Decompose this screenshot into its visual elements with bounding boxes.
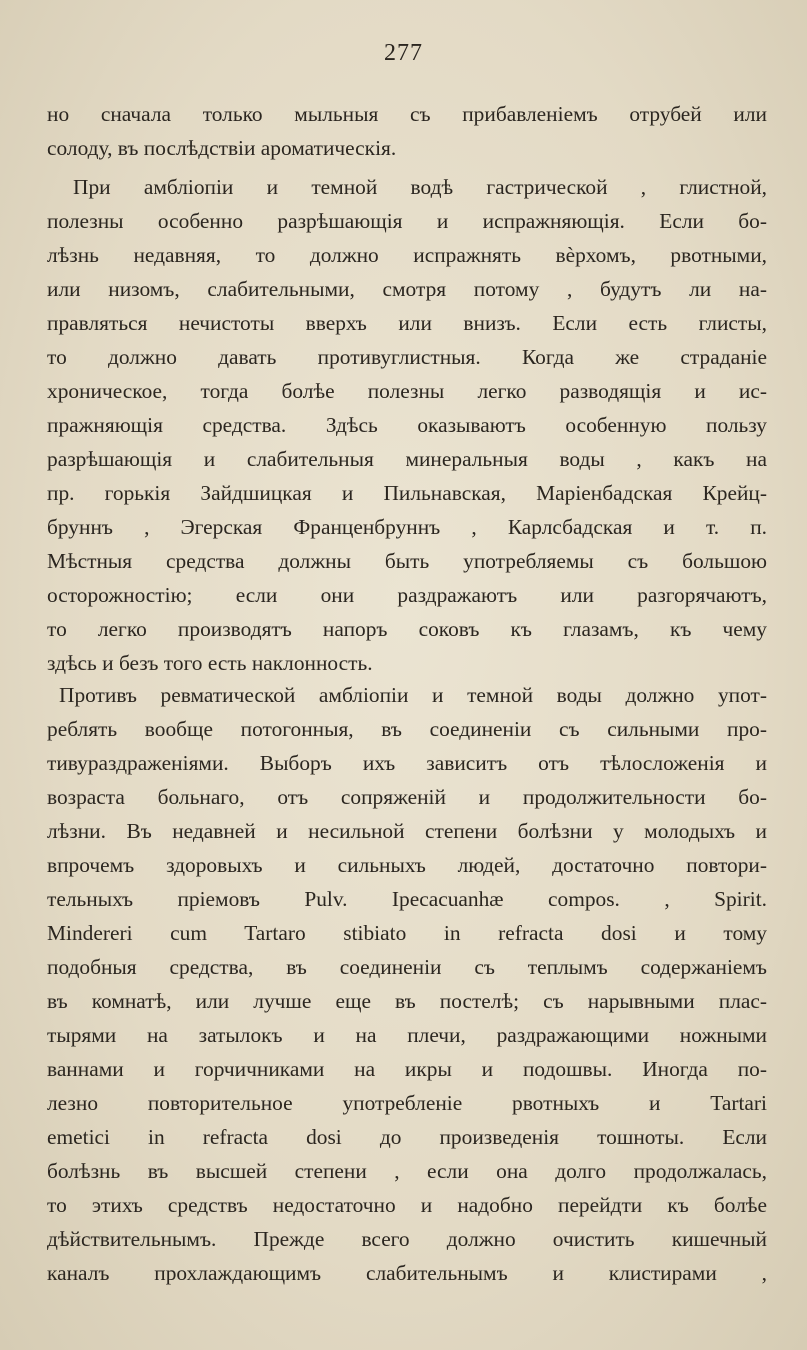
paragraph-1 — [47, 97, 767, 165]
text-line: возраста больнаго, отъ сопряженій и продолжительности бо- — [47, 785, 767, 809]
text-line: осторожностію; если они раздражаютъ или разгорячаютъ, — [47, 583, 767, 607]
text-line: полезны особенно разрѣшающія и испражняющія. Если бо- — [47, 209, 767, 233]
text-line: каналъ прохлаждающимъ слабительнымъ и клистирами , — [47, 1261, 767, 1285]
text-line: впрочемъ здоровыхъ и сильныхъ людей, достаточно повтори- — [47, 853, 767, 877]
text-line: пр. горькія Зайдшицкая и Пильнавская, Маріенбадская Крейц- — [47, 481, 767, 505]
text-line: здѣсь и безъ того есть наклонность. — [47, 651, 373, 675]
text-line: болѣзнь въ высшей степени , если она долго продолжалась, — [47, 1159, 767, 1183]
text-line: реблять вообще потогонныя, въ соединеніи съ сильными про- — [47, 717, 767, 741]
text-line: но сначала только мыльныя съ прибавленіемъ отрубей или — [47, 102, 767, 126]
text-line: тивураздраженіями. Выборъ ихъ зависитъ отъ тѣлосложенія и — [47, 751, 767, 775]
text-line: emetici in refracta dosi до произведенія тошноты. Если — [47, 1125, 767, 1149]
text-line: то этихъ средствъ недостаточно и надобно перейдти къ болѣе — [47, 1193, 767, 1217]
text-line: или низомъ, слабительными, смотря потому , будутъ ли на- — [47, 277, 767, 301]
text-line: дѣйствительнымъ. Прежде всего должно очистить кишечный — [47, 1227, 767, 1251]
text-line: лезно повторительное употребленіе рвотныхъ и Tartari — [47, 1091, 767, 1115]
text-line: хроническое, тогда болѣе полезны легко разводящія и ис- — [47, 379, 767, 403]
text-line: тырями на затылокъ и на плечи, раздражающими ножными — [47, 1023, 767, 1047]
text-line: бруннъ , Эгерская Франценбруннъ , Карлсбадская и т. п. — [47, 515, 767, 539]
text-line: тельныхъ пріемовъ Pulv. Ipecacuanhæ compos. , Spirit. — [47, 887, 767, 911]
text-line: въ комнатѣ, или лучше еще въ постелѣ; съ нарывными плас- — [47, 989, 767, 1013]
text-line: солоду, въ послѣдствіи ароматическія. — [47, 136, 397, 160]
text-line: то легко производятъ напоръ соковъ къ глазамъ, къ чему — [47, 617, 767, 641]
paragraph-3 — [47, 678, 767, 1290]
text-line: лѣзнь недавняя, то должно испражнять вѐрхомъ, рвотными, — [47, 243, 767, 267]
text-line: правляться нечистоты вверхъ или внизъ. Если есть глисты, — [47, 311, 767, 335]
text-line: Мѣстныя средства должны быть употребляемы съ большою — [47, 549, 767, 573]
text-line: то должно давать противуглистныя. Когда же страданіе — [47, 345, 767, 369]
text-line: разрѣшающія и слабительныя минеральныя воды , какъ на — [47, 447, 767, 471]
text-line: подобныя средства, въ соединеніи съ теплымъ содержаніемъ — [47, 955, 767, 979]
paragraph-2 — [47, 170, 767, 680]
text-line: Mindereri cum Tartaro stibiato in refracta dosi и тому — [47, 921, 767, 945]
page-number: 277 — [384, 40, 423, 66]
text-line: пражняющія средства. Здѣсь оказываютъ особенную пользу — [47, 413, 767, 437]
text-line: Противъ ревматической амблiопіи и темной воды должно упот- — [59, 683, 767, 707]
text-line: ваннами и горчичниками на икры и подошвы. Иногда по- — [47, 1057, 767, 1081]
text-line: лѣзни. Въ недавней и несильной степени болѣзни у молодыхъ и — [47, 819, 767, 843]
text-line: При амблiопіи и темной водѣ гастрической , глистной, — [73, 175, 767, 199]
